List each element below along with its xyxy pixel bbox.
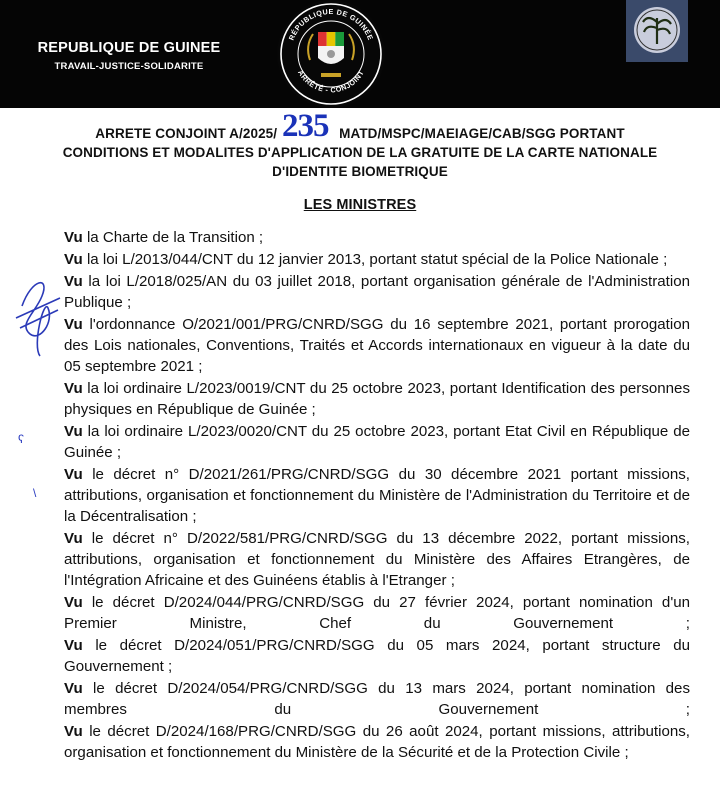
visas-list — [64, 226, 690, 763]
seal-top-text: RÉPUBLIQUE DE GUINÉE — [286, 6, 376, 42]
visa-text: la loi ordinaire L/2023/0019/CNT du 25 octobre 2023, portant Identification des personnes physiques en République de Guinée ; — [64, 380, 690, 418]
title-line1-rest: MATD/MSPC/MAEIAGE/CAB/SGG PORTANT — [339, 126, 625, 141]
visa-item — [64, 249, 690, 270]
vu-label: Vu — [64, 594, 83, 611]
title-line-3: D'IDENTITE BIOMETRIQUE — [272, 164, 448, 179]
visa-text: le décret n° D/2022/581/PRG/CNRD/SGG du 13 décembre 2022, portant missions, attributions, organisation et fonctionnement du Ministère des Affaires Etrangères, de l'Intégration Africaine et des Guinéens établis à l'Etranger ; — [64, 530, 690, 589]
handwritten-signature — [10, 268, 70, 368]
heading-les-ministres: LES MINISTRES — [303, 197, 417, 213]
visa-item — [64, 528, 690, 591]
title-number: 235 — [282, 108, 329, 144]
vu-label: Vu — [64, 380, 83, 397]
header-republic — [0, 40, 258, 72]
visa-item — [64, 721, 690, 763]
visa-text: l'ordonnance O/2021/001/PRG/CNRD/SGG du 16 septembre 2021, portant prorogation des Lois nationales, Conventions, Traités et Accords internationaux en vigueur à la date du 05 septembre 2021 ; — [64, 316, 690, 375]
visa-item — [64, 678, 690, 720]
visa-item — [64, 421, 690, 463]
visa-text: le décret D/2024/168/PRG/CNRD/SGG du 26 août 2024, portant missions, attributions, organisation et fonctionnement du Ministère de la Sécurité et de la Protection Civile ; — [64, 723, 690, 761]
visa-item — [64, 635, 690, 677]
visa-text: le décret n° D/2021/261/PRG/CNRD/SGG du 30 décembre 2021 portant missions, attributions, organisation et fonctionnement du Ministère de l'Administration du Territoire et de la Décentralisation ; — [64, 466, 690, 525]
stamp-emblem — [626, 0, 688, 62]
visa-item — [64, 314, 690, 377]
vu-label: Vu — [64, 316, 83, 333]
vu-label: Vu — [64, 273, 83, 290]
visa-text: la loi L/2013/044/CNT du 12 janvier 2013, portant statut spécial de la Police Nationale ; — [86, 251, 668, 268]
visa-text: le décret D/2024/054/PRG/CNRD/SGG du 13 mars 2024, portant nomination des membres du Gouvernement ; — [64, 680, 690, 718]
visa-item — [64, 592, 690, 634]
title-line-1 — [0, 126, 720, 141]
visa-item — [64, 378, 690, 420]
vu-label: Vu — [64, 637, 83, 654]
vu-label: Vu — [64, 423, 83, 440]
ink-mark: ʕ — [18, 432, 24, 446]
republic-motto: TRAVAIL-JUSTICE-SOLIDARITE — [54, 61, 204, 72]
visa-text: la Charte de la Transition ; — [86, 229, 264, 246]
vu-label: Vu — [64, 466, 83, 483]
visa-text: la loi L/2018/025/AN du 03 juillet 2018, portant organisation générale de l'Administration Publique ; — [64, 273, 690, 311]
vu-label: Vu — [64, 723, 83, 740]
republic-title: REPUBLIQUE DE GUINEE — [37, 40, 221, 56]
title-line-2: CONDITIONS ET MODALITES D'APPLICATION DE LA GRATUITE DE LA CARTE NATIONALE — [62, 145, 658, 160]
vu-label: Vu — [64, 680, 83, 697]
visa-text: le décret D/2024/051/PRG/CNRD/SGG du 05 mars 2024, portant structure du Gouvernement ; — [64, 637, 690, 675]
visa-item — [64, 464, 690, 527]
visa-text: la loi ordinaire L/2023/0020/CNT du 25 octobre 2023, portant Etat Civil en République de Guinée ; — [64, 423, 690, 461]
vu-label: Vu — [64, 229, 83, 246]
seal-emblem — [269, 0, 393, 112]
ink-mark: \ — [33, 486, 37, 500]
visa-text: le décret D/2024/044/PRG/CNRD/SGG du 27 février 2024, portant nomination d'un Premier Ministre, Chef du Gouvernement ; — [64, 594, 690, 632]
vu-label: Vu — [64, 530, 83, 547]
visa-item — [64, 227, 690, 248]
visa-item — [64, 271, 690, 313]
seal-bottom-text: ARRÊTÉ - CONJOINT — [296, 68, 366, 95]
vu-label: Vu — [64, 251, 83, 268]
title-prefix: ARRETE CONJOINT A/2025/ — [95, 126, 278, 141]
